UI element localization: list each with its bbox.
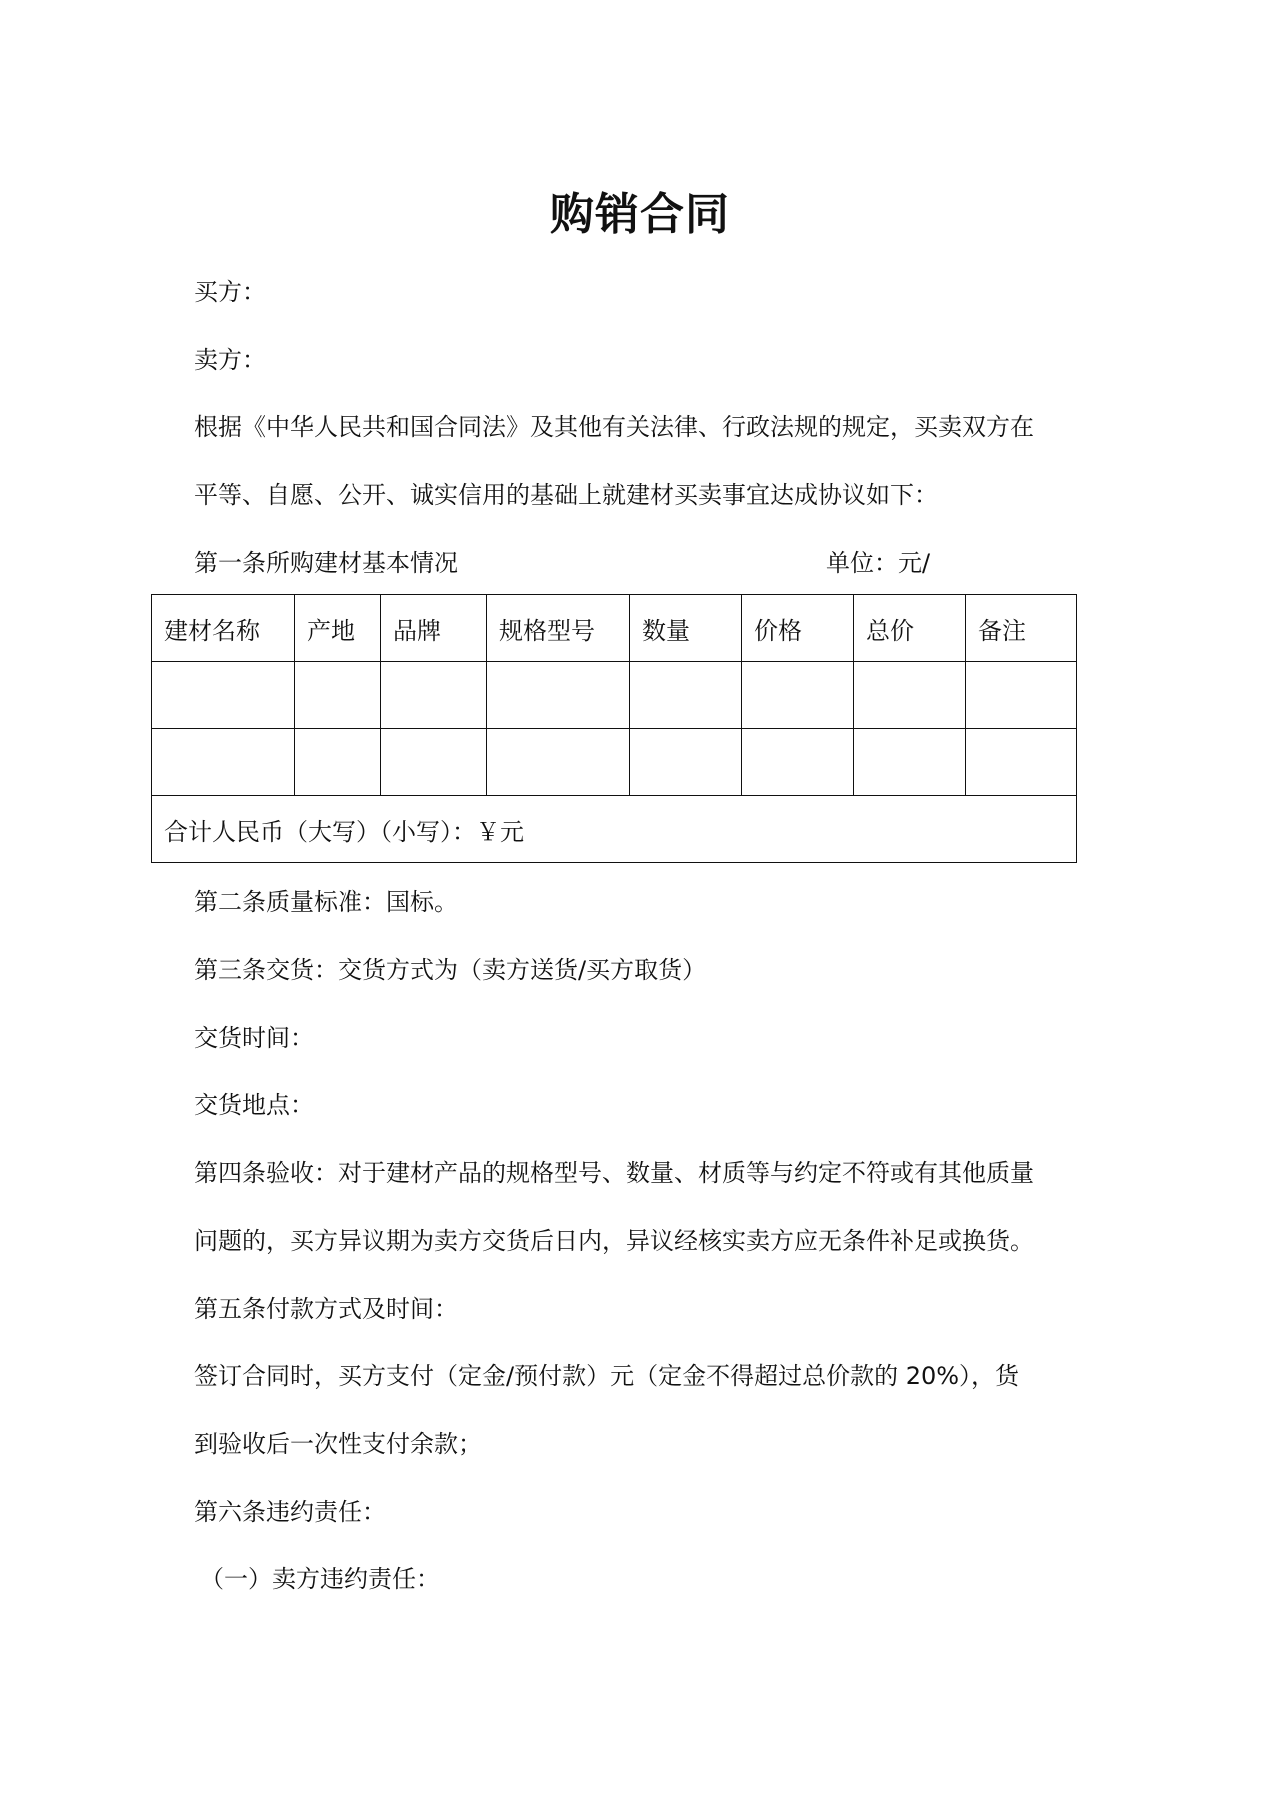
header-cell: 备注	[966, 595, 1077, 662]
table-cell	[854, 729, 966, 796]
delivery-time: 交货时间：	[194, 1024, 314, 1052]
table-cell	[487, 729, 630, 796]
table-cell	[295, 729, 381, 796]
buyer-label: 买方：	[194, 278, 266, 306]
table-row	[152, 729, 1077, 796]
seller-label: 卖方：	[194, 346, 266, 374]
table-cell	[854, 662, 966, 729]
payment-line-2: 到验收后一次性支付余款；	[194, 1430, 482, 1458]
delivery-place: 交货地点：	[194, 1091, 314, 1119]
page-title: 购销合同	[550, 189, 730, 240]
table-cell	[966, 662, 1077, 729]
header-cell: 建材名称	[152, 595, 295, 662]
header-cell: 价格	[742, 595, 854, 662]
intro-line-2: 平等、自愿、公开、诚实信用的基础上就建材买卖事宜达成协议如下：	[194, 481, 938, 509]
header-cell: 品牌	[381, 595, 487, 662]
table-cell	[742, 662, 854, 729]
table-cell	[966, 729, 1077, 796]
header-cell: 总价	[854, 595, 966, 662]
table-cell	[487, 662, 630, 729]
article6-sub1: （一）卖方违约责任：	[200, 1565, 440, 1593]
table-row	[152, 662, 1077, 729]
header-cell: 规格型号	[487, 595, 630, 662]
article4-line-2: 问题的，买方异议期为卖方交货后日内，异议经核实卖方应无条件补足或换货。	[194, 1227, 1034, 1255]
table-cell	[152, 729, 295, 796]
table-cell	[381, 729, 487, 796]
table-cell	[295, 662, 381, 729]
table-cell	[630, 729, 742, 796]
article6: 第六条违约责任：	[194, 1498, 386, 1526]
header-cell: 产地	[295, 595, 381, 662]
article4-line-1: 第四条验收：对于建材产品的规格型号、数量、材质等与约定不符或有其他质量	[194, 1159, 1034, 1187]
unit-label: 单位：元/	[826, 549, 931, 577]
table-cell	[630, 662, 742, 729]
article5: 第五条付款方式及时间：	[194, 1295, 458, 1323]
header-cell: 数量	[630, 595, 742, 662]
article2: 第二条质量标准：国标。	[194, 888, 458, 916]
payment-line-1: 签订合同时，买方支付（定金/预付款）元（定金不得超过总价款的 20%），货	[194, 1362, 1020, 1390]
table-header-row	[152, 595, 1077, 662]
intro-line-1: 根据《中华人民共和国合同法》及其他有关法律、行政法规的规定，买卖双方在	[194, 413, 1034, 441]
table-cell	[381, 662, 487, 729]
table-cell	[742, 729, 854, 796]
article3: 第三条交货：交货方式为（卖方送货/买方取货）	[194, 956, 707, 984]
materials-table	[151, 594, 1077, 863]
article1-heading: 第一条所购建材基本情况	[194, 549, 458, 577]
table-cell	[152, 662, 295, 729]
total-cell: 合计人民币（大写）（小写）：￥元	[152, 796, 1077, 863]
table-total-row	[152, 796, 1077, 863]
